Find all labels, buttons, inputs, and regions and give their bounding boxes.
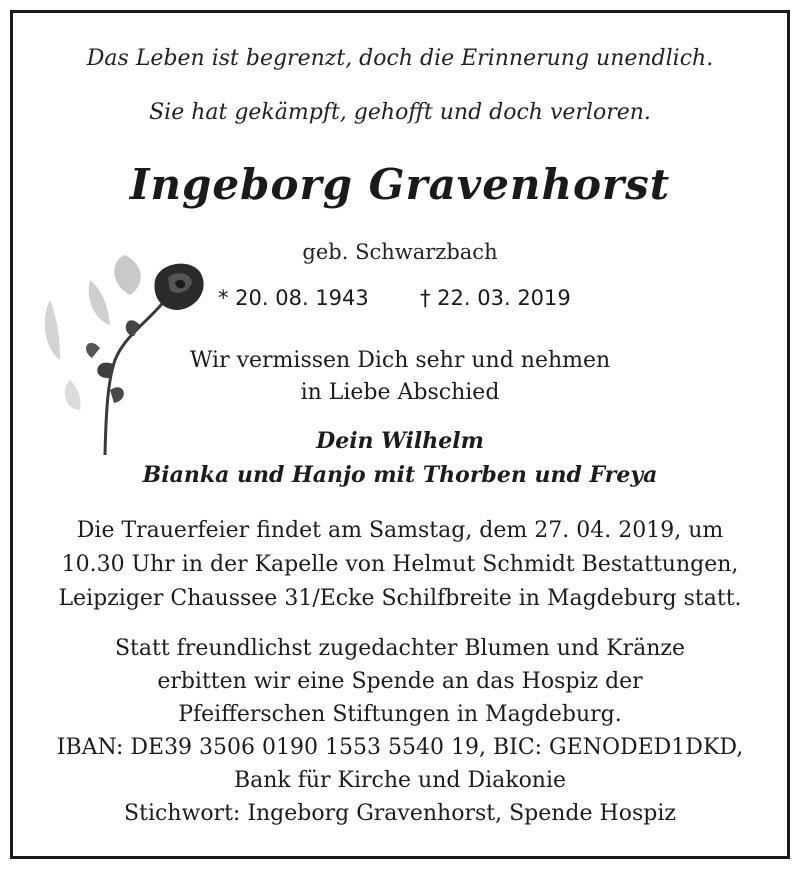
mourners-line-2: Bianka und Hanjo mit Thorben und Freya <box>142 462 658 488</box>
service-line-3: Leipziger Chaussee 31/Ecke Schilfbreite in Magdeburg statt. <box>58 586 742 611</box>
donation-line-3: Pfeifferschen Stiftungen in Magdeburg. <box>178 702 622 727</box>
donation-line-5: Bank für Kirche und Diakonie <box>233 768 567 793</box>
maiden-name: geb. Schwarzbach <box>302 240 498 264</box>
deceased-name: Ingeborg Gravenhorst <box>129 160 671 209</box>
donation-line-2: erbitten wir eine Spende an das Hospiz der <box>157 669 643 694</box>
death-date: † 22. 03. 2019 <box>420 286 571 310</box>
quote-line-2: Sie hat gekämpft, gehofft und doch verloren. <box>149 100 651 125</box>
donation-line-1: Statt freundlichst zugedachter Blumen und Kränze <box>114 636 686 661</box>
quote-line-1: Das Leben ist begrenzt, doch die Erinnerung unendlich. <box>86 46 714 71</box>
service-line-2: 10.30 Uhr in der Kapelle von Helmut Schmidt Bestattungen, <box>61 552 739 577</box>
mourners-line-1: Dein Wilhelm <box>316 428 484 454</box>
donation-line-6: Stichwort: Ingeborg Gravenhorst, Spende Hospiz <box>124 801 676 826</box>
donation-line-4: IBAN: DE39 3506 0190 1553 5540 19, BIC: GENODED1DKD, <box>56 735 744 760</box>
farewell-line-1: Wir vermissen Dich sehr und nehmen <box>189 348 611 373</box>
service-line-1: Die Trauerfeier findet am Samstag, dem 27. 04. 2019, um <box>76 518 724 543</box>
farewell-line-2: in Liebe Abschied <box>300 380 500 405</box>
birth-date: * 20. 08. 1943 <box>218 286 369 310</box>
